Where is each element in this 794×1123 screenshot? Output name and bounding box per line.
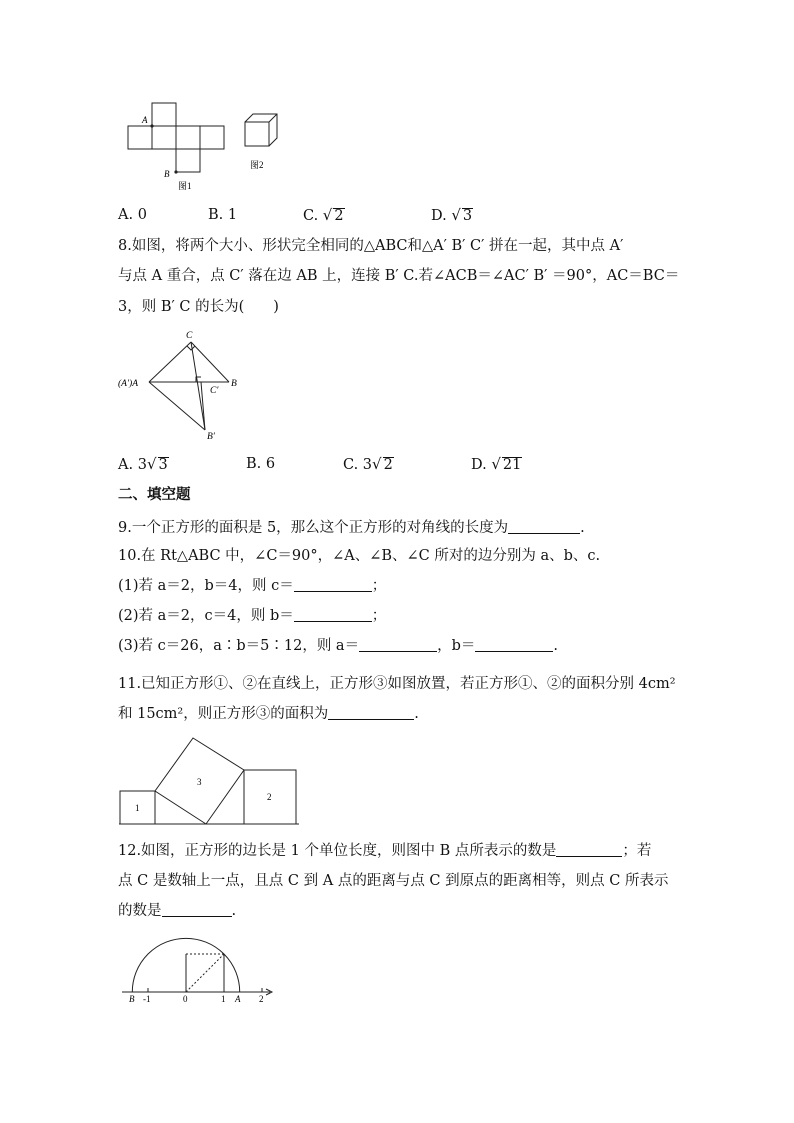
q8-line-3: 3，则 B′ C 的长为( ): [118, 299, 279, 315]
square-1-label: 1: [135, 803, 140, 813]
q8-line-1: 8.如图，将两个大小、形状完全相同的△ABC和△A′ B′ C′ 拼在一起，其中点 A′: [118, 238, 624, 254]
q11-figure: [117, 733, 302, 828]
q10-part-3: (3)若 c＝26，a∶b＝5∶12，则 a＝ ，b＝ .: [118, 638, 558, 654]
q7-option-d: D. √ 3: [431, 206, 473, 224]
label-b: B: [164, 169, 170, 179]
q8-option-d: D. √ 21: [471, 455, 522, 473]
q8-option-a: A. 3√ 3: [118, 455, 168, 473]
cube-figure: [245, 114, 277, 146]
q7-option-a: A. 0: [118, 207, 147, 223]
label-b-prime: B′: [207, 432, 215, 442]
figure-2-caption: 图2: [250, 160, 264, 170]
label-a: A: [142, 115, 148, 125]
tick-0: 0: [183, 994, 188, 1004]
q10-part-2: (2)若 a＝2，c＝4，则 b＝ ；: [118, 608, 387, 624]
net-row-square-2: [152, 126, 176, 149]
q12-line-3: 的数是 .: [118, 903, 237, 919]
q10-intro: 10.在 Rt△ABC 中，∠C＝90°，∠A、∠B、∠C 所对的边分别为 a、b、c.: [118, 548, 601, 564]
label-c: C: [186, 331, 193, 341]
q7-option-c: C. √ 2: [303, 206, 344, 224]
square-3-label: 3: [197, 777, 202, 787]
net-row-square-1: [128, 126, 152, 149]
tick-1: 1: [221, 994, 226, 1004]
label-c-prime: C′: [210, 386, 219, 396]
q7-figure: [120, 98, 290, 198]
net-top-square: [152, 103, 176, 126]
label-b: B: [129, 994, 135, 1004]
q7-option-b: B. 1: [208, 207, 238, 223]
q12-line-2: 点 C 是数轴上一点，且点 C 到 A 点的距离与点 C 到原点的距离相等，则点 C 所表示: [118, 873, 669, 889]
label-a-prime: (A′)A: [118, 379, 139, 389]
q8-option-b: B. 6: [246, 456, 276, 472]
q12-line-1: 12.如图，正方形的边长是 1 个单位长度，则图中 B 点所表示的数是 ；若: [118, 843, 652, 859]
q11-line-1: 11.已知正方形①、②在直线上，正方形③如图放置，若正方形①、②的面积分别 4cm²: [118, 676, 676, 692]
q12-figure: [120, 928, 280, 1008]
label-a: A: [235, 994, 241, 1004]
section-title: 二、填空题: [118, 487, 191, 503]
label-b: B: [231, 379, 237, 389]
q10-part-1: (1)若 a＝2，b＝4，则 c＝ ；: [118, 578, 387, 594]
q11-line-2: 和 15cm²，则正方形③的面积为 .: [118, 706, 419, 722]
net-row-square-4: [200, 126, 224, 149]
figure-1-caption: 图1: [178, 181, 192, 191]
tick-2: 2: [259, 994, 264, 1004]
q8-figure: [116, 325, 256, 445]
q8-line-2: 与点 A 重合，点 C′ 落在边 AB 上，连接 B′ C.若∠ACB＝∠AC′ B′ ＝90°，AC＝BC＝: [118, 268, 680, 284]
net-bottom-square: [176, 149, 200, 172]
net-row-square-3: [176, 126, 200, 149]
q9-text: 9.一个正方形的面积是 5，那么这个正方形的对角线的长度为 .: [118, 520, 585, 536]
square-2-label: 2: [267, 792, 272, 802]
q8-option-c: C. 3√ 2: [343, 455, 393, 473]
tick-minus-1: -1: [143, 994, 151, 1004]
